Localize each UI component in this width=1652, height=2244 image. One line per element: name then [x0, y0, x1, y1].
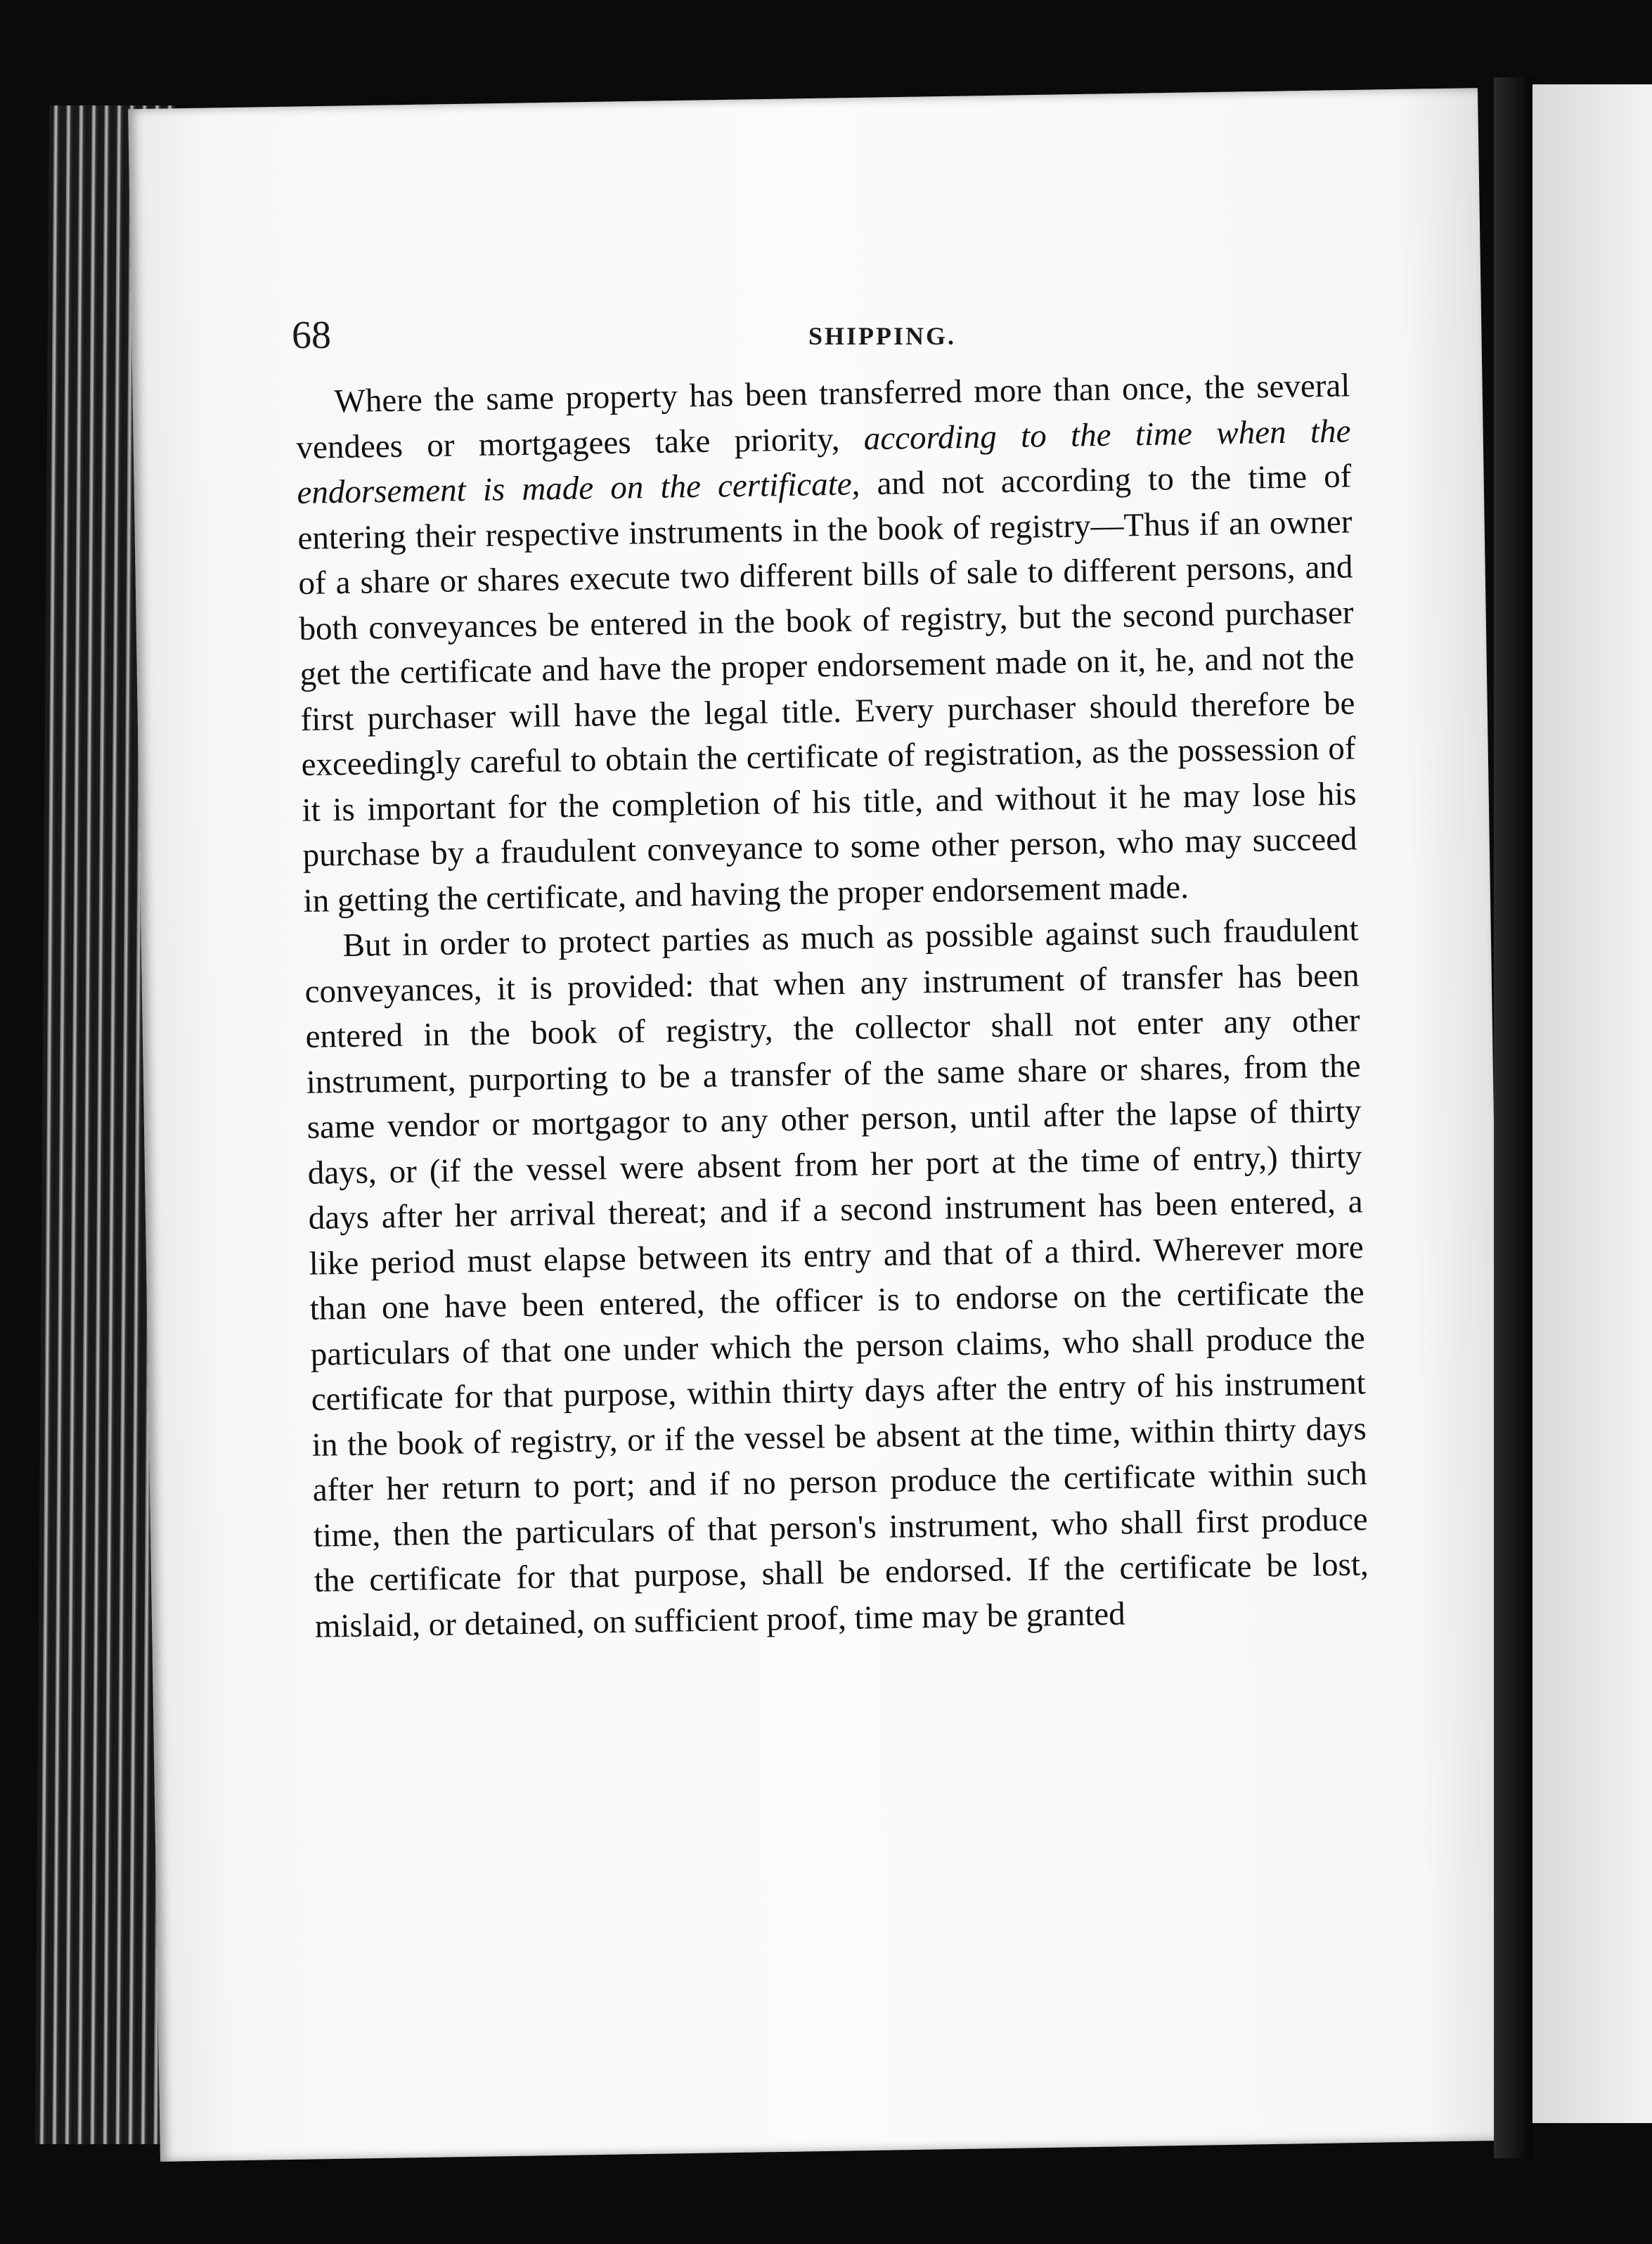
paragraph-1	[295, 363, 1358, 923]
body-text	[295, 363, 1369, 1649]
facing-page-edge	[1532, 84, 1652, 2123]
book-gutter	[1494, 77, 1532, 2158]
paragraph-2: But in order to protect parties as much as possible against such fraudulent conveyances, it is provided: that when any instrument of transfer has been entered in the book of registry, the collector shall not enter any other instrument, purporting to be a transfer of the same share or shares, from the same vendor or mortgagor to any other person, until after the lapse of thirty days, or (if the vessel were absent from her port at the time of entry,) thirty days after her arrival thereat; and if a second instrument has been entered, a like period must elapse between its entry and that of a third. Wherever more than one have been entered, the officer is to endorse on the certificate the particulars of that one under which the person claims, who shall produce the certificate for that purpose, within thirty days after the entry of his instrument in the book of registry, or if the vessel be absent at the time, within thirty days after her return to port; and if no person produce the certificate within such time, then the particulars of that person's instrument, who shall first produce the certificate for that purpose, shall be endorsed. If the certificate be lost, mislaid, or detained, on sufficient proof, time may be granted	[304, 911, 1369, 1645]
paragraph-1-text-a: Where the same property has been transferred more than once, the several vendees or mortgagees take priority,	[296, 367, 1350, 466]
page-number: 68	[292, 314, 331, 357]
page-header	[292, 313, 1346, 362]
paragraph-1-text-b: and not according to the time of entering their respective instruments in the book of registry—Thus if an owner of a share or shares execute two different bills of sale to different persons, and both conveyances be entered in the book of registry, but the second purchaser get the certificate and have the proper endorsement made on it, he, and not the first purchaser will have the legal title. Every purchaser should therefore be exceedingly careful to obtain the certificate of registration, as the possession of it is important for the completion of his title, and without it he may lose his purchase by a fraudulent conveyance to some other person, who may succeed in getting the certificate, and having the proper endorsement made.	[297, 458, 1357, 920]
paragraph-1-italic: according to the time when the endorsement is made on the certificate,	[297, 412, 1351, 511]
running-head: SHIPPING.	[808, 322, 957, 350]
